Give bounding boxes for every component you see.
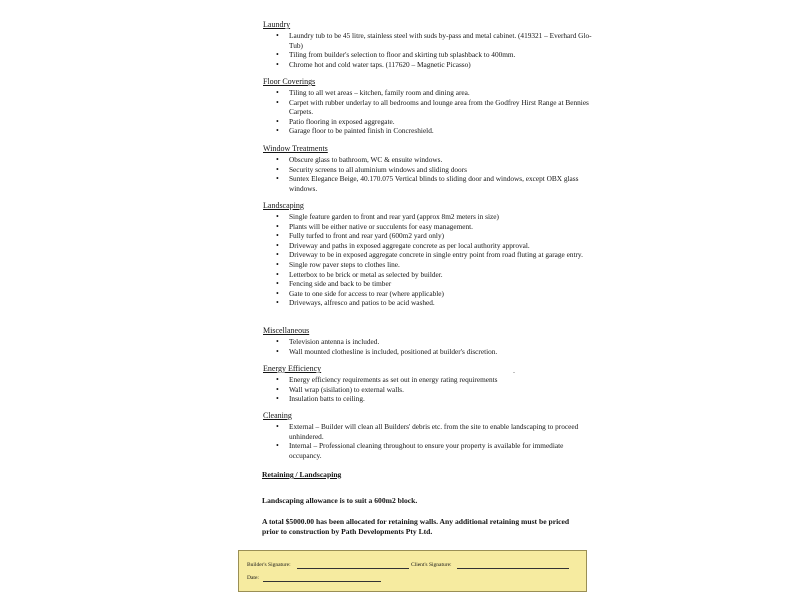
section-heading: Landscaping [263,201,304,210]
section-energy-efficiency [263,364,593,404]
section-miscellaneous [263,326,593,356]
bullet-list [263,31,593,69]
list-item: • Driveways, alfresco and patios to be acid washed. [263,298,593,308]
retaining-paragraph: A total $5000.00 has been allocated for retaining walls. Any additional retaining must be priced prior to construction by Path Developments Pty Ltd. [262,517,570,536]
section-heading: Miscellaneous [263,326,310,335]
builder-signature-label: Builder's Signature: [247,562,291,568]
section-heading: Floor Coverings [263,77,316,86]
list-item: • Tiling from builder's selection to floor and skirting tub splashback to 400mm. [263,50,593,60]
list-item: • Tiling to all wet areas – kitchen, family room and dining area. [263,88,593,98]
list-item: • Single feature garden to front and rear yard (approx 8m2 meters in size) [263,212,593,222]
list-item: • Gate to one side for access to rear (where applicable) [263,289,593,299]
list-item: • Plants will be either native or succulents for easy management. [263,222,593,232]
list-item: • Obscure glass to bathroom, WC & ensuite windows. [263,155,593,165]
retaining-heading: Retaining / Landscaping [262,470,342,479]
scan-mark: - [513,370,515,376]
list-item: • Garage floor to be painted finish in Concreshield. [263,126,593,136]
list-item: • Television antenna is included. [263,337,593,347]
list-item: • Insulation batts to ceiling. [263,394,593,404]
list-item: • Letterbox to be brick or metal as selected by builder. [263,270,593,280]
bullet-list [263,337,593,356]
section-heading: Energy Efficiency [263,364,322,373]
list-item: • Energy efficiency requirements as set out in energy rating requirements [263,375,593,385]
list-item: • Internal – Professional cleaning throughout to ensure your property is available for immediate occupancy. [263,441,593,460]
bullet-list [263,422,593,460]
list-item: • Single row paver steps to clothes line. [263,260,593,270]
section-cleaning [263,411,593,460]
client-signature-label: Client's Signature: [411,562,452,568]
list-item: • Wall mounted clothesline is included, positioned at builder's discretion. [263,347,593,357]
bullet-list [263,155,593,193]
bullet-list [263,88,593,136]
landscaping-allowance: Landscaping allowance is to suit a 600m2 block. [262,496,418,505]
section-laundry [263,20,593,69]
list-item: • Patio flooring in exposed aggregate. [263,117,593,127]
section-window-treatments [263,144,593,193]
list-item: • Chrome hot and cold water taps. (117620 – Magnetic Picasso) [263,60,593,70]
builder-signature-line[interactable] [297,568,409,569]
date-line[interactable] [263,581,381,582]
list-item: • Carpet with rubber underlay to all bedrooms and lounge area from the Godfrey Hirst Range at Bennies Carpets. [263,98,593,117]
section-floor-coverings [263,77,593,136]
section-heading: Cleaning [263,411,292,420]
list-item: • Fencing side and back to be timber [263,279,593,289]
list-item: • Suntex Elegance Beige, 40.170.075 Vertical blinds to sliding door and windows, except OBX glass windows. [263,174,593,193]
list-item: • Security screens to all aluminium windows and sliding doors [263,165,593,175]
list-item: • Laundry tub to be 45 litre, stainless steel with suds by-pass and metal cabinet. (419321 – Everhard Glo-Tub) [263,31,593,50]
date-label: Date: [247,575,259,581]
list-item: • Driveway and paths in exposed aggregate concrete as per local authority approval. [263,241,593,251]
section-heading: Laundry [263,20,291,29]
section-heading: Window Treatments [263,144,328,153]
client-signature-line[interactable] [457,568,569,569]
signature-box [238,550,587,592]
section-landscaping [263,201,593,308]
bullet-list [263,212,593,308]
list-item: • Fully turfed to front and rear yard (600m2 yard only) [263,231,593,241]
list-item: • Wall wrap (sisilation) to external walls. [263,385,593,395]
bullet-list [263,375,593,404]
list-item: • External – Builder will clean all Builders' debris etc. from the site to enable landscaping to proceed unhindered. [263,422,593,441]
list-item: • Driveway to be in exposed aggregate concrete in single entry point from road fluting at garage entry. [263,250,593,260]
